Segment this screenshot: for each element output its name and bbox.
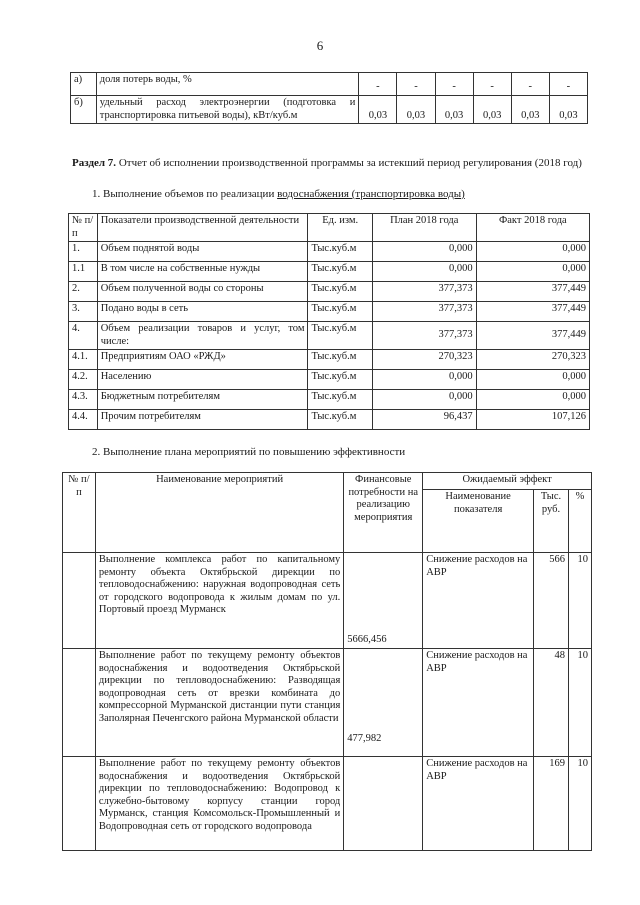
- table-row: [63, 649, 592, 757]
- cell: [344, 757, 423, 851]
- table-row: [69, 390, 590, 410]
- row-num: б): [71, 96, 97, 124]
- header-cell: № п/п: [69, 214, 98, 242]
- header-cell: План 2018 года: [372, 214, 476, 242]
- cell: Объем поднятой воды: [97, 242, 308, 262]
- cell: 377,373: [372, 302, 476, 322]
- cell: 1.: [69, 242, 98, 262]
- subsection-1-heading: [92, 188, 465, 200]
- value-cell: 0,03: [359, 96, 397, 124]
- cell: 270,323: [476, 350, 589, 370]
- table-header-row: [69, 214, 590, 242]
- cell: 0,000: [476, 242, 589, 262]
- cell: Тыс.куб.м: [308, 390, 372, 410]
- value-cell: 0,03: [549, 96, 587, 124]
- value-cell: -: [397, 73, 435, 96]
- cell: Тыс.куб.м: [308, 282, 372, 302]
- cell: 0,000: [476, 390, 589, 410]
- table-row: [71, 96, 588, 124]
- header-cell: Тыс. руб.: [534, 490, 569, 553]
- cell: Снижение расходов на АВР: [423, 757, 534, 851]
- cell: Тыс.куб.м: [308, 410, 372, 430]
- row-num: а): [71, 73, 97, 96]
- cell: 0,000: [476, 262, 589, 282]
- cell: 4.1.: [69, 350, 98, 370]
- cell: 2.: [69, 282, 98, 302]
- table-row: [69, 350, 590, 370]
- cell: 0,000: [372, 390, 476, 410]
- row-text: удельный расход электроэнергии (подготовка и транспортировка питьевой воды), кВт/куб.м: [96, 96, 359, 124]
- cell: [63, 757, 96, 851]
- value-cell: -: [435, 73, 473, 96]
- header-cell: Наименование мероприятий: [95, 473, 343, 553]
- value-cell: 0,03: [435, 96, 473, 124]
- cell: Предприятиям ОАО «РЖД»: [97, 350, 308, 370]
- table-row: [69, 370, 590, 390]
- efficiency-indicators-table: [70, 72, 588, 124]
- header-cell: %: [568, 490, 591, 553]
- cell: 4.: [69, 322, 98, 350]
- section-title: [72, 156, 592, 170]
- cell: Снижение расходов на АВР: [423, 553, 534, 649]
- header-cell: Финансовые потребности на реализацию мероприятия: [344, 473, 423, 553]
- subsection-1-underlined: водоснабжения (транспортировка воды): [277, 188, 465, 200]
- table-row: [69, 322, 590, 350]
- cell: 96,437: [372, 410, 476, 430]
- cell: Выполнение работ по текущему ремонту объектов водоснабжения и водоотведения Октябрьской дирекции по тепловодоснабжению: Водопровод к служебно-бытовому корпусу станции город Мурманск, станция Комсомольск-Промышленный и Водопроводная сеть от городского водопровода: [95, 757, 343, 851]
- cell: 270,323: [372, 350, 476, 370]
- measures-table: [62, 472, 592, 851]
- cell: 10: [568, 757, 591, 851]
- table-header-row: [63, 473, 592, 490]
- value-cell: -: [549, 73, 587, 96]
- cell: 4.2.: [69, 370, 98, 390]
- row-text: доля потерь воды, %: [96, 73, 359, 96]
- cell: Объем реализации товаров и услуг, том числе:: [97, 322, 308, 350]
- section-heading: Отчет об исполнении производственной программы за истекший период регулирования (2018 год): [118, 157, 582, 169]
- header-cell: Показатели производственной деятельности: [97, 214, 308, 242]
- cell: 4.3.: [69, 390, 98, 410]
- cell: [63, 649, 96, 757]
- cell: Тыс.куб.м: [308, 370, 372, 390]
- page-number: 6: [316, 38, 324, 53]
- cell: 0,000: [476, 370, 589, 390]
- cell: 10: [568, 649, 591, 757]
- cell: 0,000: [372, 242, 476, 262]
- cell: 107,126: [476, 410, 589, 430]
- cell: Выполнение комплекса работ по капитальному ремонту объекта Октябрьской дирекции по тепловодоснабжению: наружная водопроводная сеть от городского водопровода к жилым домам по ул. Портовый проезд Мурманск: [95, 553, 343, 649]
- value-cell: 0,03: [473, 96, 511, 124]
- cell: Прочим потребителям: [97, 410, 308, 430]
- table-row: [69, 410, 590, 430]
- cell: Бюджетным потребителям: [97, 390, 308, 410]
- header-cell: Ед. изм.: [308, 214, 372, 242]
- table-row: [63, 757, 592, 851]
- volumes-table: [68, 213, 590, 430]
- cell: 0,000: [372, 370, 476, 390]
- cell: 377,373: [372, 282, 476, 302]
- cell: 4.4.: [69, 410, 98, 430]
- cell: Подано воды в сеть: [97, 302, 308, 322]
- subsection-1-prefix: 1. Выполнение объемов по реализации: [92, 188, 278, 200]
- cell: 10: [568, 553, 591, 649]
- cell: 377,373: [372, 322, 476, 350]
- table-row: [69, 242, 590, 262]
- table-row: [69, 262, 590, 282]
- cell: Тыс.куб.м: [308, 242, 372, 262]
- cell: [63, 553, 96, 649]
- cell: Снижение расходов на АВР: [423, 649, 534, 757]
- cell: Тыс.куб.м: [308, 322, 372, 350]
- cell: 1.1: [69, 262, 98, 282]
- cell: 377,449: [476, 282, 589, 302]
- table-row: [63, 553, 592, 649]
- cell: 0,000: [372, 262, 476, 282]
- value-cell: -: [473, 73, 511, 96]
- value-cell: -: [511, 73, 549, 96]
- cell: 169: [534, 757, 569, 851]
- cell: 3.: [69, 302, 98, 322]
- header-cell: Наименование показателя: [423, 490, 534, 553]
- cell: 477,982: [344, 649, 423, 757]
- value-cell: -: [359, 73, 397, 96]
- header-cell: Ожидаемый эффект: [423, 473, 592, 490]
- cell: 566: [534, 553, 569, 649]
- section-label: Раздел 7.: [72, 157, 117, 169]
- cell: Тыс.куб.м: [308, 262, 372, 282]
- cell: В том числе на собственные нужды: [97, 262, 308, 282]
- subsection-2-heading: 2. Выполнение плана мероприятий по повышению эффективности: [92, 446, 406, 458]
- table-row: [69, 282, 590, 302]
- header-cell: Факт 2018 года: [476, 214, 589, 242]
- table-row: [71, 73, 588, 96]
- cell: Тыс.куб.м: [308, 302, 372, 322]
- cell: Выполнение работ по текущему ремонту объектов водоснабжения и водоотведения Октябрьской дирекции по тепловодоснабжению: Разводящая водопроводная сеть от врезки комбината до компрессорной Мурманской дистанции пути станция Заполярная Печенгского района Мурманской области: [95, 649, 343, 757]
- cell: 377,449: [476, 322, 589, 350]
- value-cell: 0,03: [511, 96, 549, 124]
- cell: 5666,456: [344, 553, 423, 649]
- cell: 377,449: [476, 302, 589, 322]
- cell: 48: [534, 649, 569, 757]
- cell: Населению: [97, 370, 308, 390]
- cell: Объем полученной воды со стороны: [97, 282, 308, 302]
- value-cell: 0,03: [397, 96, 435, 124]
- table-row: [69, 302, 590, 322]
- cell: Тыс.куб.м: [308, 350, 372, 370]
- header-cell: № п/п: [63, 473, 96, 553]
